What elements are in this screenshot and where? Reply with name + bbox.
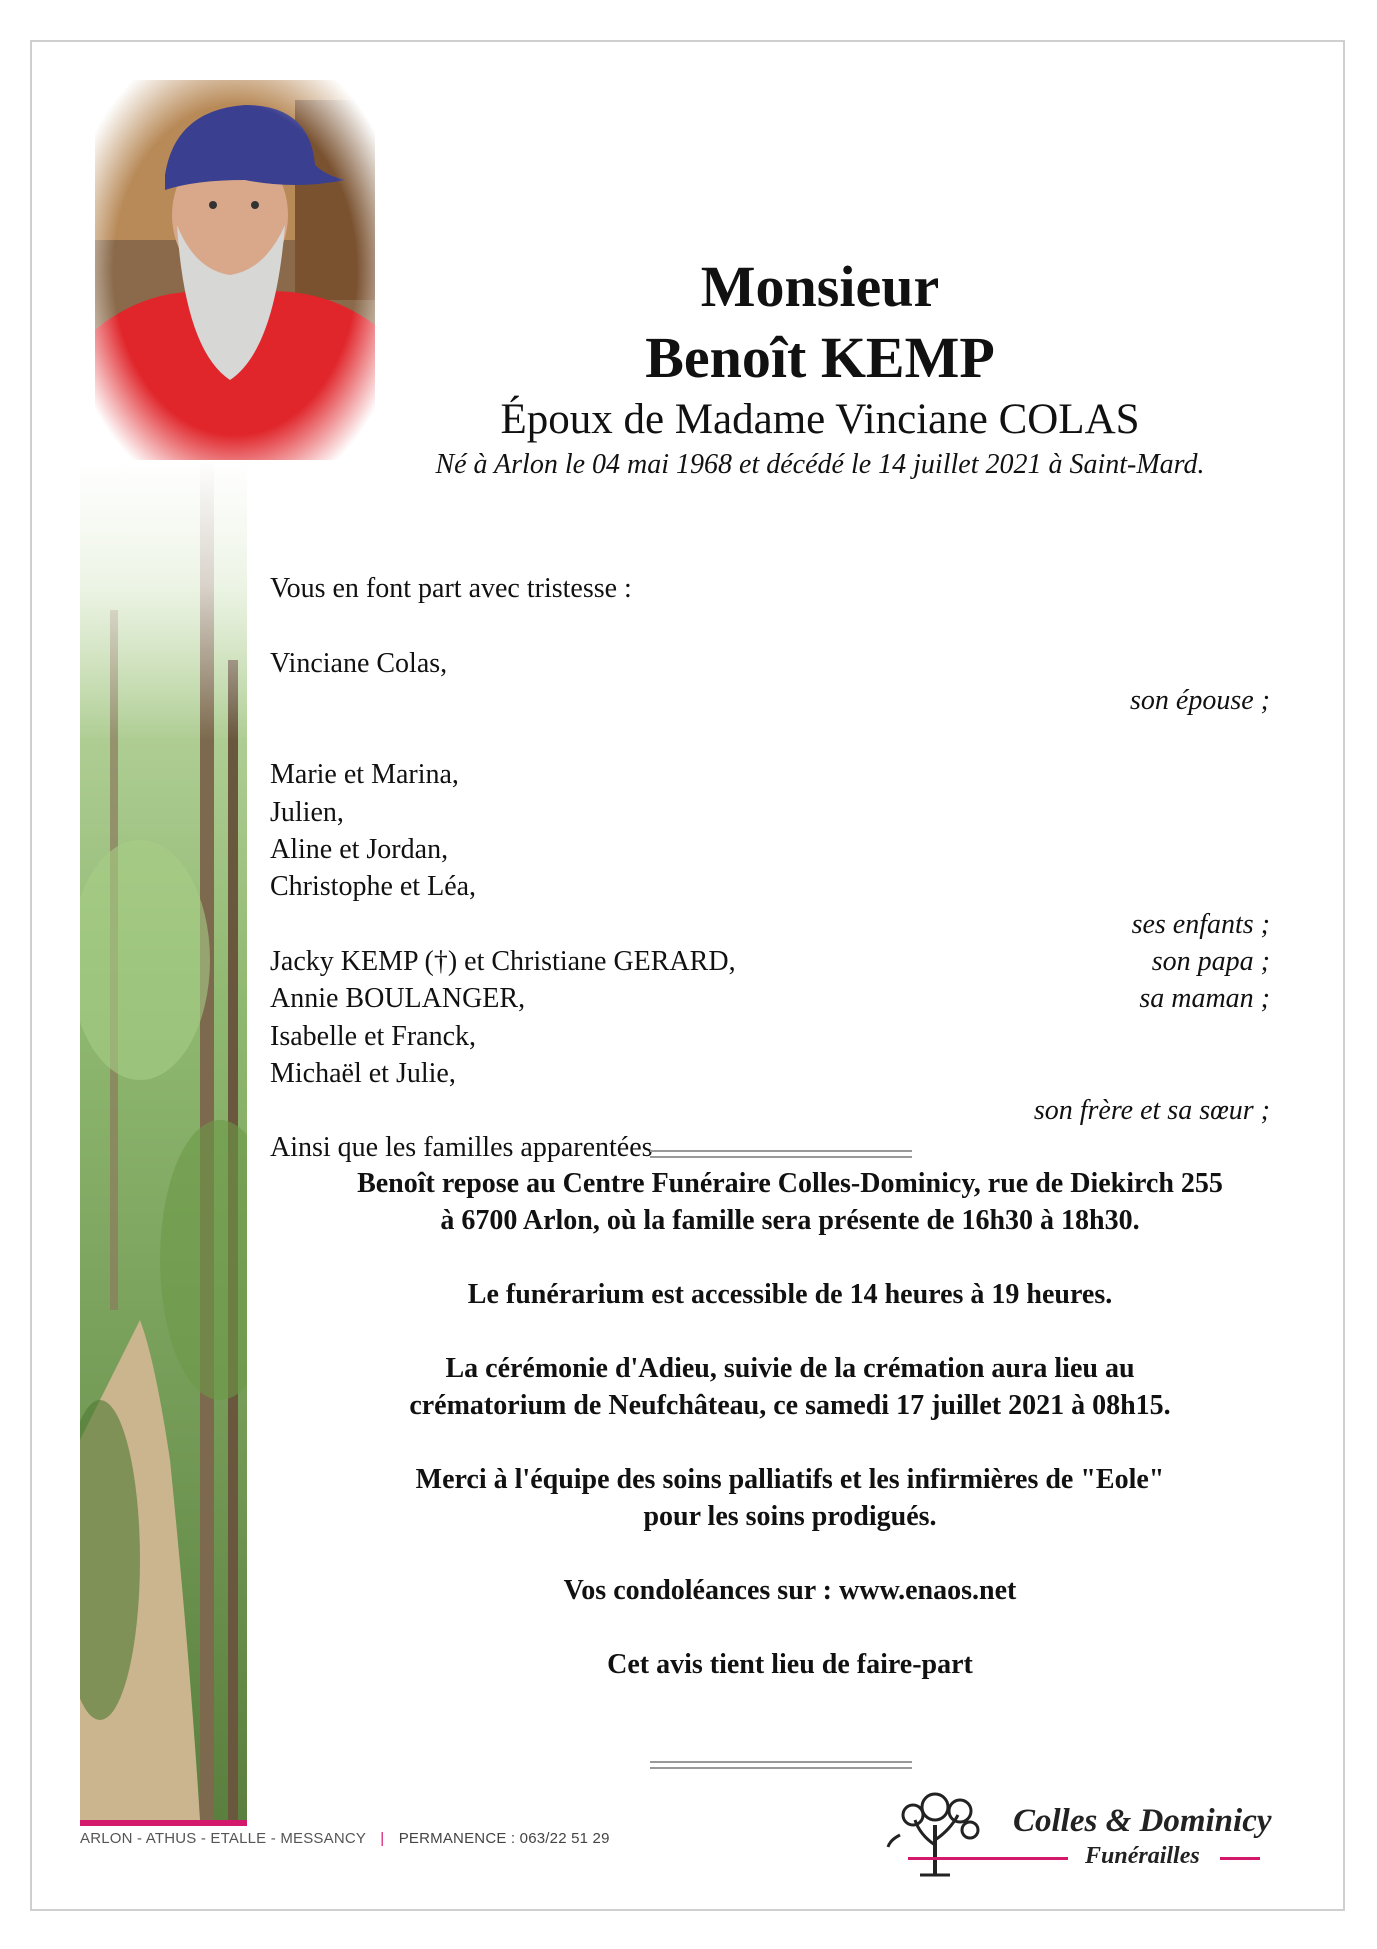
family-name: Christophe et Léa, xyxy=(270,871,477,903)
family-line xyxy=(270,1018,1270,1055)
ceremony-info xyxy=(270,1165,1310,1720)
family-line xyxy=(270,1092,1270,1129)
spouse-line: Époux de Madame Vinciane COLAS xyxy=(500,396,1140,443)
rest-place-line1: Benoît repose au Centre Funéraire Colles-Dominicy, rue de Diekirch 255 xyxy=(357,1168,1223,1199)
family-name: Isabelle et Franck, xyxy=(270,1020,477,1052)
thanks-line1: Merci à l'équipe des soins palliatifs et les infirmières de "Eole" xyxy=(415,1464,1165,1495)
family-name: Vinciane Colas, xyxy=(270,647,448,679)
family-intro-line xyxy=(270,570,1270,607)
accent-bar xyxy=(80,1820,247,1826)
family-line xyxy=(270,1055,1270,1092)
ceremony-paragraph xyxy=(270,1350,1310,1424)
family-line xyxy=(270,1129,1270,1166)
condolences-line: Vos condoléances sur : www.enaos.net xyxy=(563,1575,1017,1606)
family-name: Aline et Jordan, xyxy=(270,834,449,866)
family-line xyxy=(270,943,1270,980)
family-name: Ainsi que les familles apparentées xyxy=(270,1132,653,1164)
logo-line-left xyxy=(908,1857,1068,1860)
rest-place-line2: à 6700 Arlon, où la famille sera présente de 16h30 à 18h30. xyxy=(440,1205,1140,1236)
tree-icon xyxy=(880,1785,990,1880)
separator-top xyxy=(650,1150,912,1158)
logo-line-right xyxy=(1220,1857,1260,1860)
footer-separator: | xyxy=(380,1830,385,1847)
rest-place-paragraph xyxy=(270,1165,1310,1239)
birth-death-line: Né à Arlon le 04 mai 1968 et décédé le 14 juillet 2021 à Saint-Mard. xyxy=(435,449,1205,480)
title-civility: Monsieur xyxy=(700,254,940,319)
spacer xyxy=(270,607,1270,644)
logo-subtitle: Funérailles xyxy=(1085,1843,1200,1869)
family-name: Jacky KEMP (†) et Christiane GERARD, xyxy=(270,945,736,977)
thanks-line2: pour les soins prodigués. xyxy=(643,1501,937,1532)
family-name: Marie et Marina, xyxy=(270,759,459,791)
family-relation: son papa ; xyxy=(1151,945,1270,977)
thanks-paragraph xyxy=(270,1461,1310,1535)
family-relation: son épouse ; xyxy=(1130,684,1270,716)
forest-path-image xyxy=(80,460,247,1820)
family-line xyxy=(270,719,1270,756)
forest-fade-overlay xyxy=(80,460,247,740)
footer-contact xyxy=(80,1830,610,1847)
logo-name: Colles & Dominicy xyxy=(1013,1803,1272,1839)
family-line xyxy=(270,645,1270,682)
family-line xyxy=(270,980,1270,1017)
ceremony-line1: La cérémonie d'Adieu, suivie de la crémation aura lieu au xyxy=(445,1353,1135,1384)
footer-permanence: PERMANENCE : 063/22 51 29 xyxy=(398,1830,610,1847)
family-relation: sa maman ; xyxy=(1139,983,1270,1015)
family-intro: Vous en font part avec tristesse : xyxy=(270,573,632,604)
separator-bottom xyxy=(650,1761,912,1769)
family-line xyxy=(270,794,1270,831)
family-line xyxy=(270,906,1270,943)
family-line xyxy=(270,756,1270,793)
footer-locations: ARLON - ATHUS - ETALLE - MESSANCY xyxy=(80,1830,366,1847)
family-list xyxy=(270,570,1270,1167)
family-name: Michaël et Julie, xyxy=(270,1057,456,1089)
title-name: Benoît KEMP xyxy=(645,325,995,390)
ceremony-line2: crématorium de Neufchâteau, ce samedi 17 juillet 2021 à 08h15. xyxy=(409,1390,1171,1421)
family-name: Annie BOULANGER, xyxy=(270,983,526,1015)
funeral-home-logo xyxy=(880,1785,1300,1885)
family-relation: son frère et sa sœur ; xyxy=(1033,1095,1270,1127)
family-name: Julien, xyxy=(270,796,344,828)
family-relation: ses enfants ; xyxy=(1131,908,1270,940)
family-line xyxy=(270,868,1270,905)
notice-line: Cet avis tient lieu de faire-part xyxy=(607,1649,973,1680)
family-line xyxy=(270,831,1270,868)
funerarium-hours: Le funérarium est accessible de 14 heures à 19 heures. xyxy=(467,1279,1113,1310)
family-line xyxy=(270,682,1270,719)
